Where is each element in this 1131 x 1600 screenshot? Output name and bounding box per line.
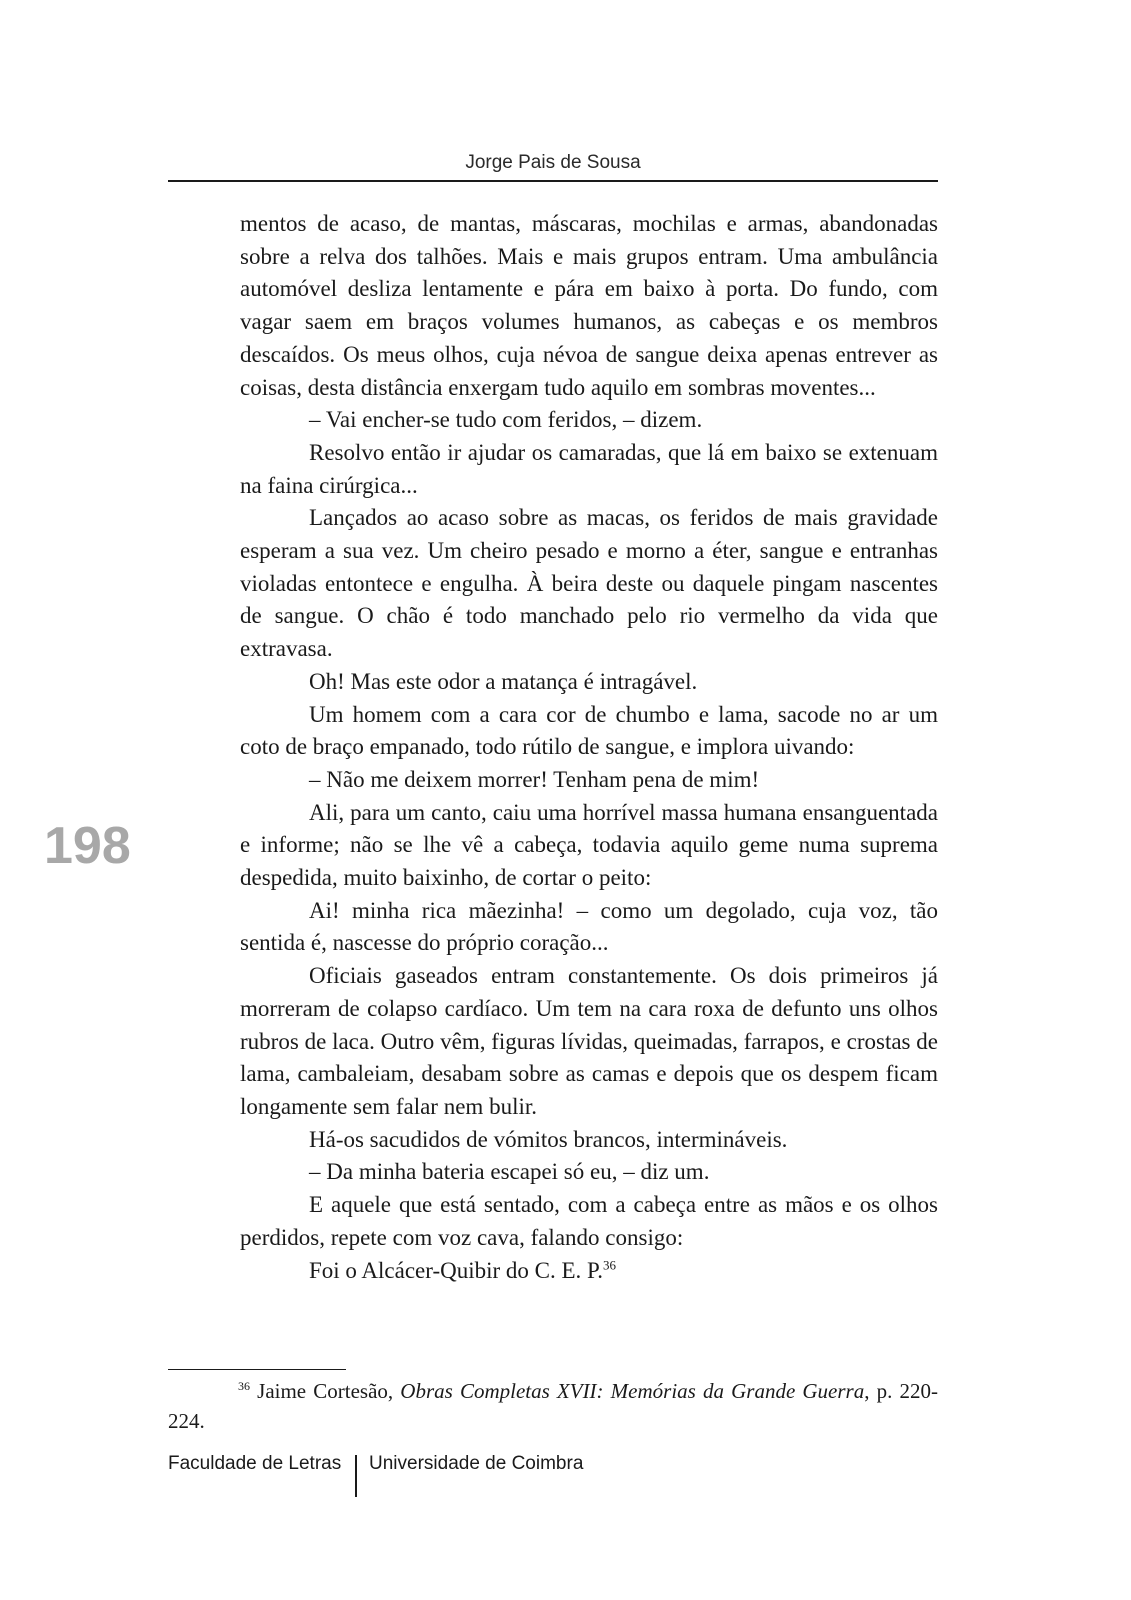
paragraph-continued: mentos de acaso, de mantas, máscaras, mochilas e armas, abandonadas sobre a relva dos talhões. Mais e mais grupos entram. Uma ambulância automóvel desliza lentamente e pára em baixo à porta. Do fundo, com vagar saem em braços volumes humanos, as cabeças e os membros descaídos. Os meus olhos, cuja névoa de sangue deixa apenas entrever as coisas, desta distância enxergam tudo aquilo em sombras moventes... (240, 211, 938, 400)
footnote-number: 36 (238, 1379, 250, 1393)
footnote-title: Obras Completas XVII: Memórias da Grande Guerra (400, 1379, 865, 1403)
paragraph: Oficiais gaseados entram constantemente. Os dois primeiros já morreram de colapso cardíaco. Um tem na cara roxa de defunto uns olhos rubros de laca. Outro vêm, figuras lívidas, queimadas, farrapos, e crostas de lama, cambaleiam, desabam sobre as camas e depois que os despem ficam longamente sem falar nem bulir. (240, 963, 938, 1119)
footer-divider (355, 1455, 357, 1497)
paragraph: Lançados ao acaso sobre as macas, os feridos de mais gravidade esperam a sua vez. Um cheiro pesado e morno a éter, sangue e entranhas violadas entontece e engulha. À beira deste ou daquele pingam nascentes de sangue. O chão é todo manchado pelo rio vermelho da vida que extravasa. (240, 505, 938, 662)
paragraph: Há-os sacudidos de vómitos brancos, intermináveis. (309, 1126, 788, 1152)
footnote-pages: , p. 220-224. (168, 1379, 938, 1433)
paragraph-text: Foi o Alcácer-Quibir do C. E. P. (309, 1257, 604, 1283)
body-text (240, 208, 938, 1287)
footnote-reference[interactable]: 36 (603, 1256, 617, 1272)
paragraph: Um homem com a cara cor de chumbo e lama, sacode no ar um coto de braço empanado, todo rútilo de sangue, e implora uivando: (240, 701, 938, 760)
paragraph: Oh! Mas este odor a matança é intragável. (309, 668, 698, 694)
paragraph: – Não me deixem morrer! Tenham pena de mim! (309, 766, 760, 792)
page-number: 198 (44, 817, 131, 875)
footer-faculty: Faculdade de Letras (168, 1453, 342, 1474)
paragraph: Ai! minha rica mãezinha! – como um degolado, cuja voz, tão sentida é, nascesse do próprio coração... (240, 897, 938, 956)
footnote (168, 1376, 938, 1436)
footer-university: Universidade de Coimbra (369, 1453, 584, 1474)
footnote-author: Jaime Cortesão, (257, 1379, 394, 1403)
header-rule (168, 180, 938, 182)
paragraph: Ali, para um canto, caiu uma horrível massa humana ensanguentada e informe; não se lhe vê a cabeça, todavia aquilo geme numa suprema despedida, muito baixinho, de cortar o peito: (240, 799, 938, 891)
running-head: Jorge Pais de Sousa (465, 152, 641, 173)
paragraph-final (240, 1255, 938, 1288)
paragraph: – Vai encher-se tudo com feridos, – dizem. (309, 407, 703, 433)
footnote-rule (168, 1369, 346, 1370)
paragraph: E aquele que está sentado, com a cabeça entre as mãos e os olhos perdidos, repete com voz cava, falando consigo: (240, 1192, 938, 1250)
paragraph: Resolvo então ir ajudar os camaradas, que lá em baixo se extenuam na faina cirúrgica... (240, 439, 938, 498)
paragraph: – Da minha bateria escapei só eu, – diz um. (309, 1159, 710, 1185)
